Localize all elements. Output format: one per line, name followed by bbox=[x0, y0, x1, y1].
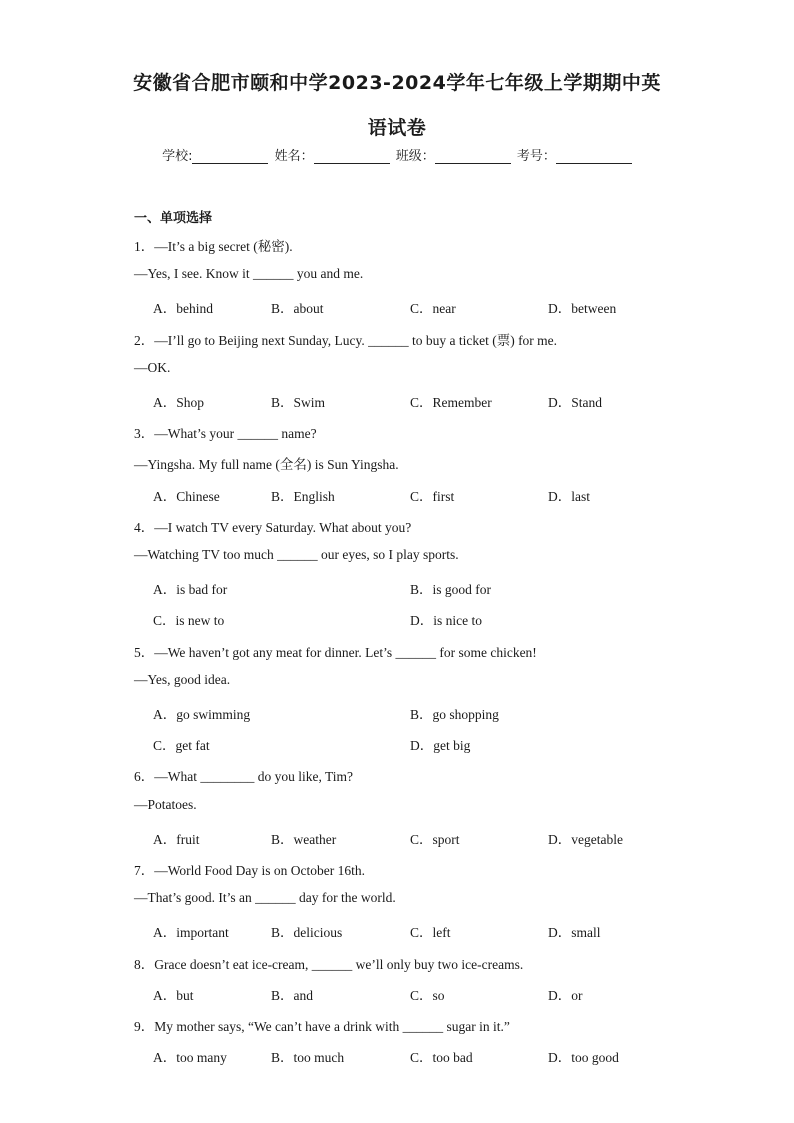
question-5-option-d[interactable]: D．get big bbox=[410, 738, 471, 753]
question-2-option-c[interactable]: C．Remember bbox=[410, 395, 492, 410]
question-8-option-d[interactable]: D．or bbox=[548, 988, 583, 1003]
question-8-option-a[interactable]: A．but bbox=[153, 988, 194, 1003]
question-3-option-c[interactable]: C．first bbox=[410, 489, 455, 504]
school-blank[interactable] bbox=[192, 149, 268, 164]
question-2-option-b[interactable]: B．Swim bbox=[271, 395, 326, 410]
question-9-option-b[interactable]: B．too much bbox=[271, 1050, 345, 1065]
question-8-line-1: 8．Grace doesn’t eat ice-cream, ______ we’ll only buy two ice-creams. bbox=[134, 957, 524, 972]
question-6-line-2: —Potatoes. bbox=[134, 797, 197, 812]
question-6-option-a[interactable]: A．fruit bbox=[153, 832, 200, 847]
question-7-option-d[interactable]: D．small bbox=[548, 925, 601, 940]
question-9-option-a[interactable]: A．too many bbox=[153, 1050, 227, 1065]
number-label: 考号： bbox=[516, 149, 556, 164]
question-4-option-b[interactable]: B．is good for bbox=[410, 582, 491, 597]
question-5-line-2: —Yes, good idea. bbox=[134, 672, 231, 687]
question-4-line-1: 4．—I watch TV every Saturday. What about you? bbox=[134, 520, 412, 535]
name-blank[interactable] bbox=[314, 149, 390, 164]
class-blank[interactable] bbox=[435, 149, 511, 164]
question-7-line-1: 7．—World Food Day is on October 16th. bbox=[134, 863, 366, 878]
question-5-line-1: 5．—We haven’t got any meat for dinner. Let’s ______ for some chicken! bbox=[134, 645, 537, 660]
question-1-option-c[interactable]: C．near bbox=[410, 301, 456, 316]
question-1-line-1: 1．—It’s a big secret (秘密). bbox=[134, 239, 293, 254]
question-6-option-b[interactable]: B．weather bbox=[271, 832, 337, 847]
question-6-option-d[interactable]: D．vegetable bbox=[548, 832, 623, 847]
question-2-line-1: 2．—I’ll go to Beijing next Sunday, Lucy. ______ to buy a ticket (票) for me. bbox=[134, 333, 558, 348]
question-5-option-b[interactable]: B．go shopping bbox=[410, 707, 499, 722]
question-7-line-2: —That’s good. It’s an ______ day for the world. bbox=[134, 890, 396, 905]
question-4-line-2: —Watching TV too much ______ our eyes, so I play sports. bbox=[134, 547, 459, 562]
question-1-option-a[interactable]: A．behind bbox=[153, 301, 213, 316]
question-7-option-a[interactable]: A．important bbox=[153, 925, 229, 940]
question-2-option-d[interactable]: D．Stand bbox=[548, 395, 602, 410]
question-4-option-d[interactable]: D．is nice to bbox=[410, 613, 482, 628]
question-5-option-a[interactable]: A．go swimming bbox=[153, 707, 251, 722]
number-blank[interactable] bbox=[556, 149, 632, 164]
class-label: 班级： bbox=[395, 149, 435, 164]
student-info-row bbox=[0, 145, 794, 164]
question-6-line-1: 6．—What ________ do you like, Tim? bbox=[134, 769, 353, 784]
exam-title-line-2: 语试卷 bbox=[367, 117, 427, 139]
question-4-option-a[interactable]: A．is bad for bbox=[153, 582, 228, 597]
question-5-option-c[interactable]: C．get fat bbox=[153, 738, 210, 753]
question-2-option-a[interactable]: A．Shop bbox=[153, 395, 205, 410]
school-label: 学校: bbox=[162, 149, 193, 164]
question-8-option-c[interactable]: C．so bbox=[410, 988, 445, 1003]
question-8-option-b[interactable]: B．and bbox=[271, 988, 313, 1003]
question-3-option-a[interactable]: A．Chinese bbox=[153, 489, 220, 504]
question-1-line-2: —Yes, I see. Know it ______ you and me. bbox=[134, 266, 364, 281]
section-title: 一、单项选择 bbox=[134, 211, 213, 226]
question-2-line-2: —OK. bbox=[134, 360, 171, 375]
exam-title-line-1: 安徽省合肥市颐和中学2023-2024学年七年级上学期期中英 bbox=[133, 72, 661, 94]
question-7-option-b[interactable]: B．delicious bbox=[271, 925, 343, 940]
question-9-line-1: 9．My mother says, “We can’t have a drink with ______ sugar in it.” bbox=[134, 1019, 510, 1034]
question-9-option-d[interactable]: D．too good bbox=[548, 1050, 619, 1065]
name-label: 姓名： bbox=[274, 149, 314, 164]
question-7-option-c[interactable]: C．left bbox=[410, 925, 451, 940]
question-1-option-d[interactable]: D．between bbox=[548, 301, 617, 316]
question-4-option-c[interactable]: C．is new to bbox=[153, 613, 225, 628]
question-3-option-d[interactable]: D．last bbox=[548, 489, 590, 504]
question-3-line-2: —Yingsha. My full name (全名) is Sun Yingsha. bbox=[134, 457, 399, 472]
question-3-line-1: 3．—What’s your ______ name? bbox=[134, 426, 317, 441]
question-3-option-b[interactable]: B．English bbox=[271, 489, 335, 504]
question-9-option-c[interactable]: C．too bad bbox=[410, 1050, 473, 1065]
question-6-option-c[interactable]: C．sport bbox=[410, 832, 460, 847]
question-1-option-b[interactable]: B．about bbox=[271, 301, 324, 316]
